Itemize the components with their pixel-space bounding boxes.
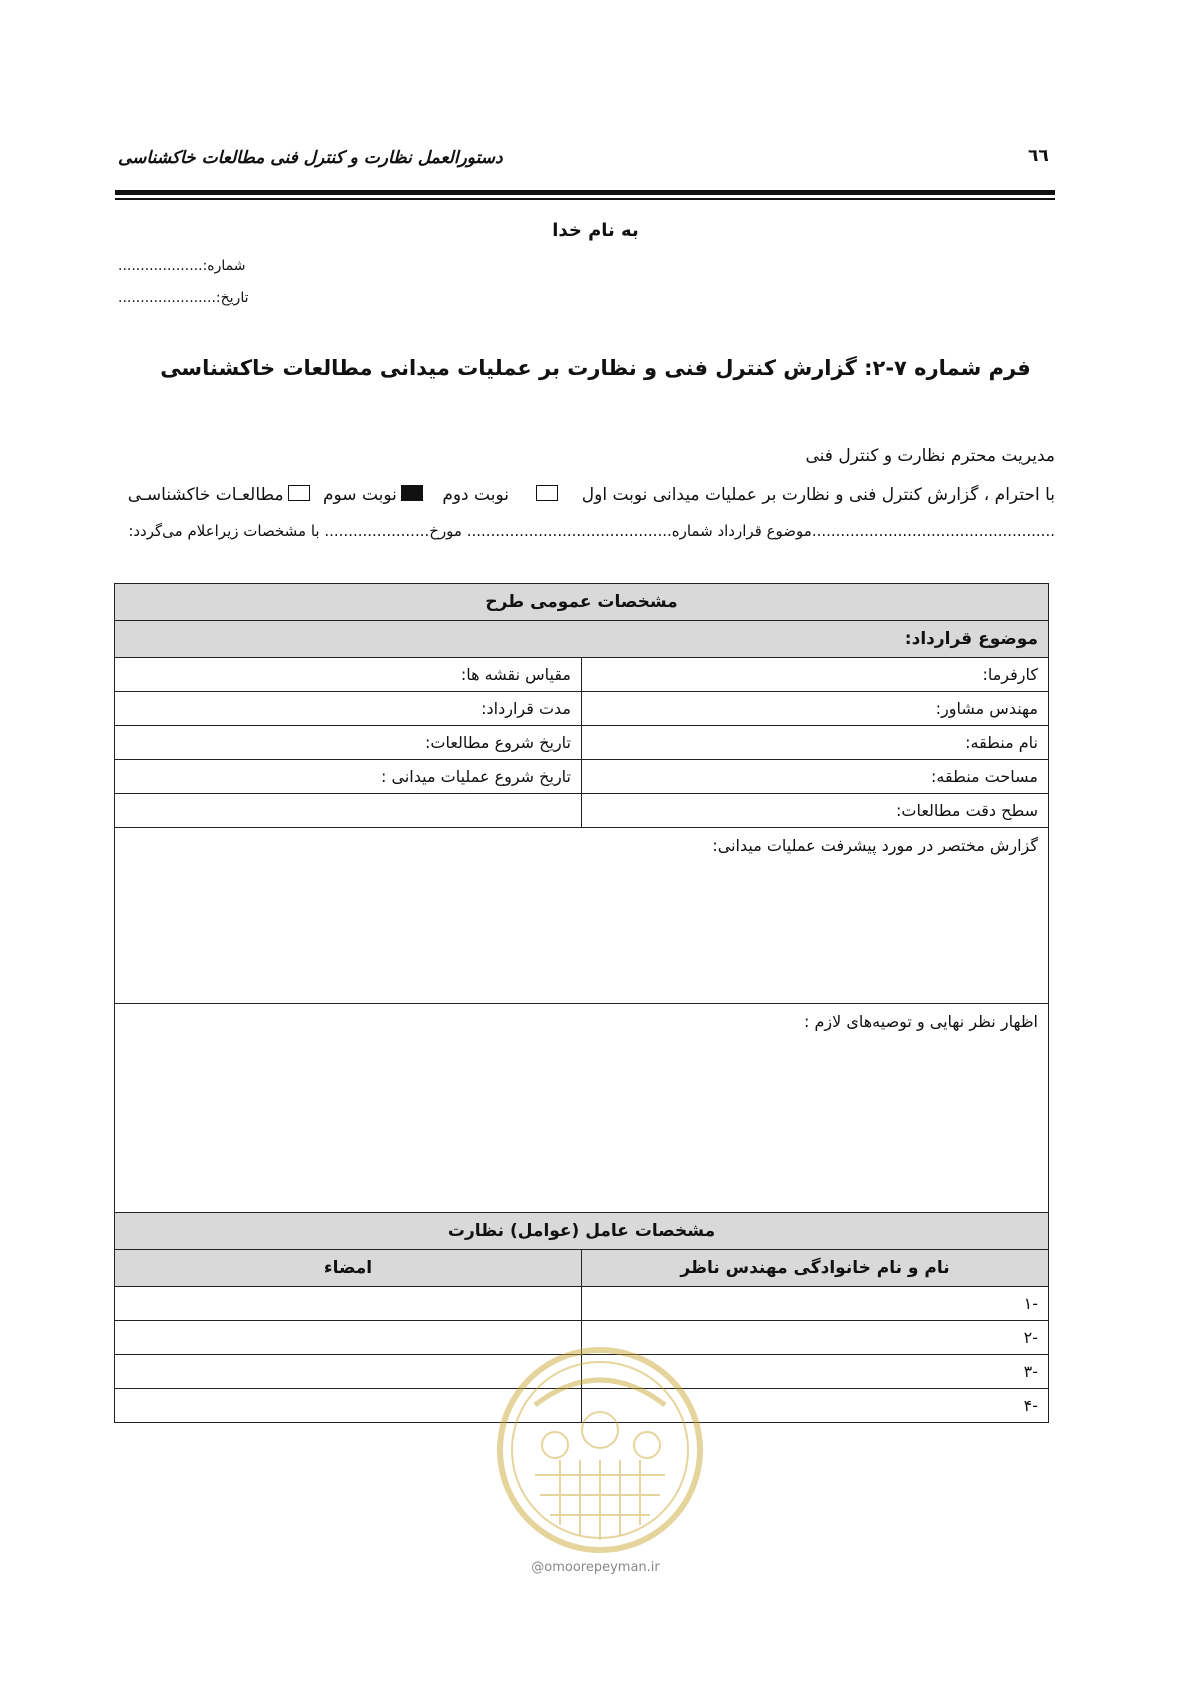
contract-duration-cell[interactable]: مدت قرارداد: <box>115 692 582 726</box>
region-name-cell[interactable]: نام منطقه: <box>582 726 1049 760</box>
line2-prefix: با احترام ، گزارش کنترل فنی و نظارت بر عملیات میدانی نوبت اول <box>581 485 1055 505</box>
date-label: تاریخ: <box>215 290 249 306</box>
table-row <box>115 760 1049 794</box>
supervisor-name-cell[interactable]: -۳ <box>582 1355 1049 1389</box>
round2-checkbox[interactable] <box>401 485 423 501</box>
final-opinion-cell[interactable]: اظهار نظر نهایی و توصیه‌های لازم : <box>115 1004 1049 1213</box>
table-row <box>115 658 1049 692</box>
supervisor-name-cell[interactable]: -۱ <box>582 1287 1049 1321</box>
date-field <box>118 290 338 306</box>
round3-label: نوبت سوم <box>323 485 397 505</box>
col-header-name: نام و نام خانوادگی مهندس ناظر <box>582 1250 1049 1287</box>
form-table <box>114 583 1049 1423</box>
accuracy-level-cell[interactable]: سطح دقت مطالعات: <box>582 794 1049 828</box>
map-scale-cell[interactable]: مقیاس نقشه ها: <box>115 658 582 692</box>
region-area-cell[interactable]: مساحت منطقه: <box>582 760 1049 794</box>
section-supervisor-header: مشخصات عامل (عوامل) نظارت <box>115 1213 1049 1250</box>
table-row <box>115 794 1049 828</box>
number-label: شماره: <box>202 258 246 274</box>
page-number: ٦٦ <box>1028 146 1049 166</box>
field-start-cell[interactable]: تاریخ شروع عملیات میدانی : <box>115 760 582 794</box>
supervisor-name-cell[interactable]: -۴ <box>582 1389 1049 1423</box>
letter-line-contract: ...................................................موضوع قرارداد شماره........................................... مورخ...................... با مشخصات زیراعلام می‌گردد: <box>128 522 1055 540</box>
section-general-header: مشخصات عمومی طرح <box>115 584 1049 621</box>
study-start-cell[interactable]: تاریخ شروع مطالعات: <box>115 726 582 760</box>
table-row <box>115 1287 1049 1321</box>
table-row <box>115 692 1049 726</box>
number-field <box>118 258 338 274</box>
date-dots: ...................... <box>118 290 216 306</box>
signature-cell[interactable] <box>115 1287 582 1321</box>
round2-label: نوبت دوم <box>442 485 509 505</box>
supervisor-name-cell[interactable]: -۲ <box>582 1321 1049 1355</box>
progress-report-cell[interactable]: گزارش مختصر در مورد پیشرفت عملیات میدانی: <box>115 828 1049 1004</box>
number-dots: ................... <box>118 258 203 274</box>
watermark-url: @omoorepeyman.ir <box>531 1560 660 1575</box>
empty-cell[interactable] <box>115 794 582 828</box>
basmala: به نام خدا <box>552 220 639 241</box>
col-header-signature: امضاء <box>115 1250 582 1287</box>
form-title: فرم شماره ۷-۲: گزارش کنترل فنی و نظارت بر عملیات میدانی مطالعات خاکشناسی <box>160 356 1031 380</box>
watermark-stamp-logo <box>495 1345 705 1555</box>
consultant-cell[interactable]: مهندس مشاور: <box>582 692 1049 726</box>
round1-checkbox[interactable] <box>536 485 558 501</box>
table-row <box>115 726 1049 760</box>
letter-line-rounds <box>128 485 1055 505</box>
running-header-title: دستورالعمل نظارت و کنترل فنی مطالعات خاکشناسی <box>118 148 503 168</box>
salutation: مدیریت محترم نظارت و کنترل فنی <box>805 446 1055 466</box>
header-rule-thick <box>115 190 1055 195</box>
line2-suffix: مطالعـات خاکشناسـی <box>127 485 284 505</box>
employer-cell[interactable]: کارفرما: <box>582 658 1049 692</box>
round3-checkbox[interactable] <box>288 485 310 501</box>
contract-subject-label: موضوع قرارداد: <box>115 621 1049 658</box>
header-rule-thin <box>115 198 1055 200</box>
